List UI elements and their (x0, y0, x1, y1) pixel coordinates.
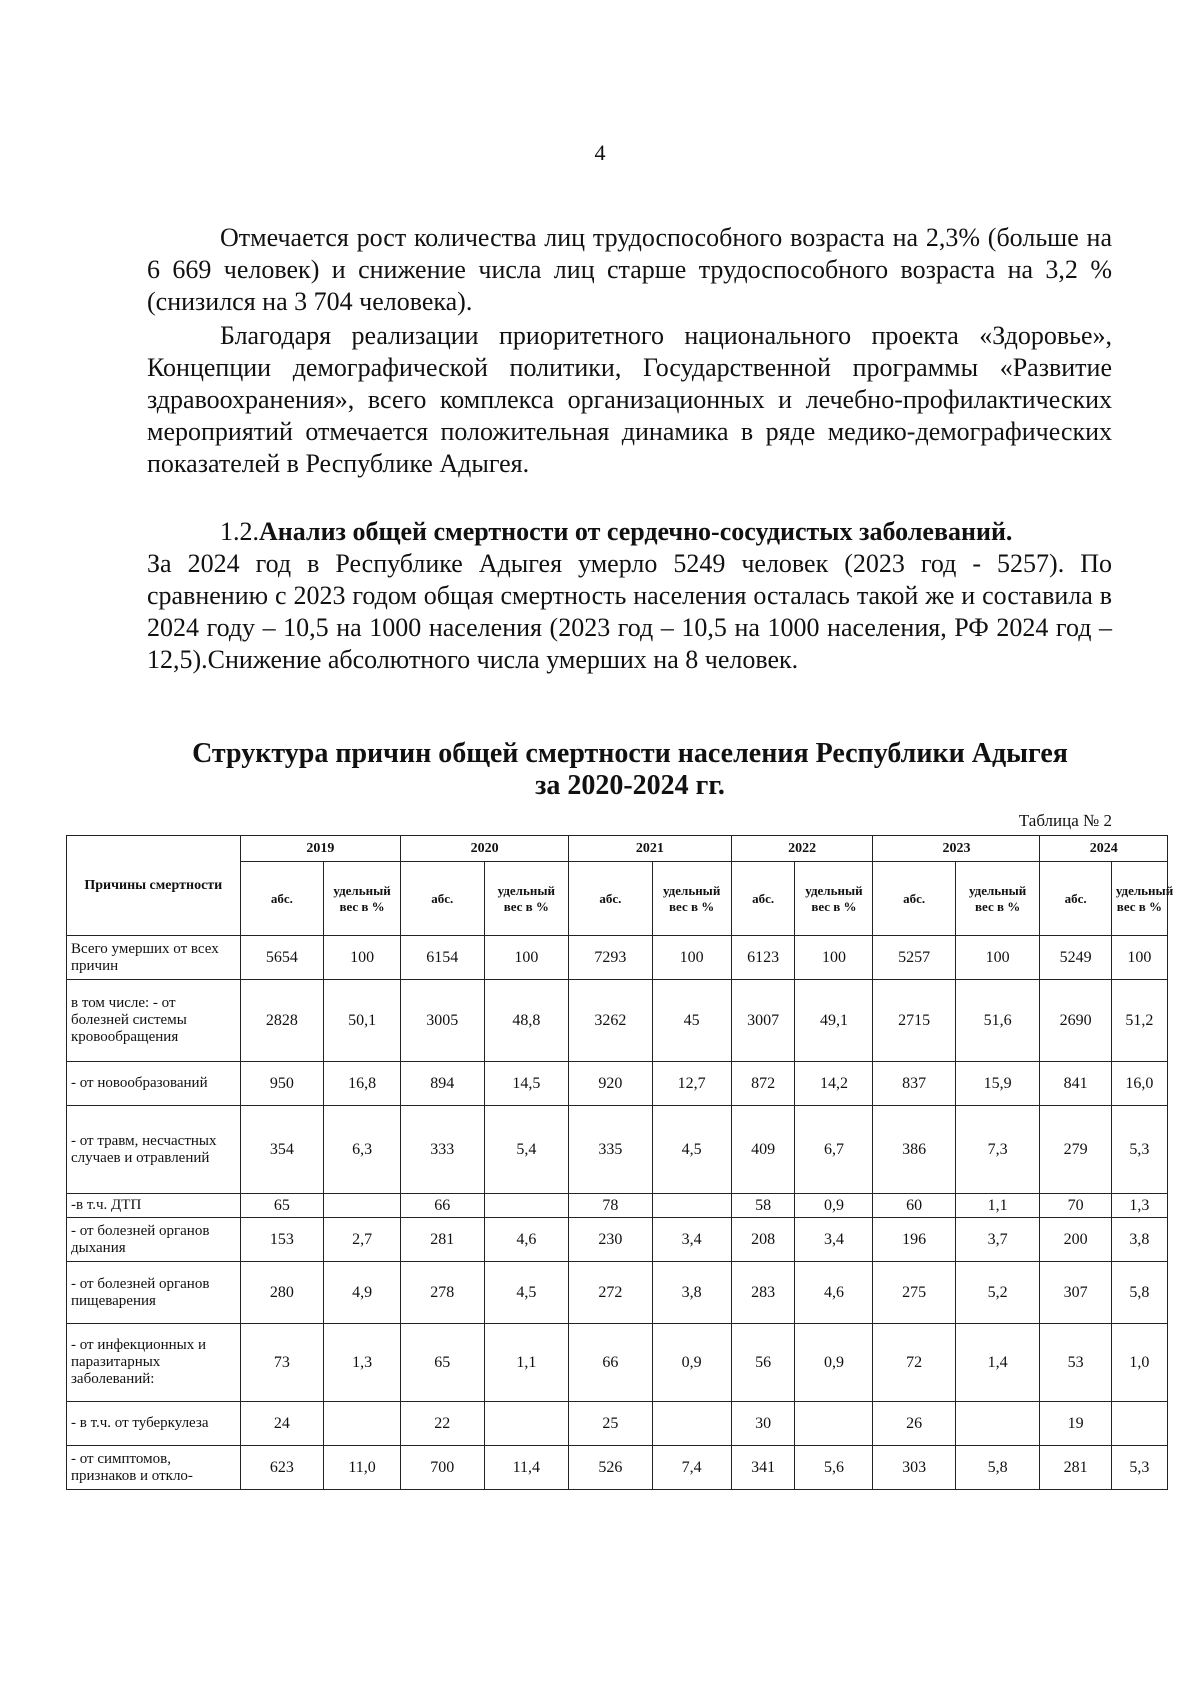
abs-value-cell: 200 (1040, 1218, 1111, 1262)
share-value-cell: 3,7 (955, 1218, 1040, 1262)
abs-value-cell: 279 (1040, 1106, 1111, 1194)
cause-cell: - в т.ч. от туберкулеза (67, 1402, 241, 1446)
share-value-cell: 100 (1111, 936, 1167, 980)
abs-value-cell: 65 (401, 1324, 485, 1402)
share-value-cell: 100 (324, 936, 401, 980)
page-number: 4 (594, 140, 606, 165)
table-row (67, 1324, 1168, 1402)
share-value-cell (1111, 1402, 1167, 1446)
abs-value-cell: 60 (873, 1194, 955, 1218)
share-value-cell (795, 1402, 873, 1446)
share-value-cell: 1,1 (955, 1194, 1040, 1218)
table-title: Структура причин общей смертности населения Республики Адыгея за 2020-2024 гг. (192, 738, 1068, 801)
share-value-cell (484, 1194, 569, 1218)
table-year-header-row (67, 836, 1168, 862)
section-number: 1.2. (220, 517, 259, 546)
table-row (67, 1262, 1168, 1324)
abs-value-cell: 58 (731, 1194, 795, 1218)
share-value-cell: 6,7 (795, 1106, 873, 1194)
share-value-cell: 5,8 (1111, 1262, 1167, 1324)
share-value-cell: 1,1 (484, 1324, 569, 1402)
share-value-cell: 7,3 (955, 1106, 1040, 1194)
share-value-cell: 3,4 (795, 1218, 873, 1262)
share-value-cell: 100 (955, 936, 1040, 980)
table-caption: Таблица № 2 (1018, 811, 1112, 830)
abs-value-cell: 25 (569, 1402, 653, 1446)
abs-value-cell: 894 (401, 1062, 485, 1106)
abs-value-cell: 7293 (569, 936, 653, 980)
share-value-cell: 14,2 (795, 1062, 873, 1106)
share-value-cell (652, 1194, 731, 1218)
abs-value-cell: 78 (569, 1194, 653, 1218)
table-row (67, 1218, 1168, 1262)
table-row (67, 1446, 1168, 1490)
share-value-cell: 5,3 (1111, 1106, 1167, 1194)
share-column-header: удельный вес в % (1111, 862, 1167, 936)
share-value-cell: 100 (484, 936, 569, 980)
abs-value-cell: 2690 (1040, 980, 1111, 1062)
abs-value-cell: 70 (1040, 1194, 1111, 1218)
abs-value-cell: 65 (240, 1194, 324, 1218)
share-value-cell (324, 1194, 401, 1218)
share-value-cell: 7,4 (652, 1446, 731, 1490)
abs-value-cell: 872 (731, 1062, 795, 1106)
share-value-cell (652, 1402, 731, 1446)
abs-value-cell: 303 (873, 1446, 955, 1490)
abs-column-header: абс. (873, 862, 955, 936)
abs-value-cell: 66 (569, 1324, 653, 1402)
abs-value-cell: 275 (873, 1262, 955, 1324)
share-value-cell: 16,0 (1111, 1062, 1167, 1106)
abs-value-cell: 30 (731, 1402, 795, 1446)
share-value-cell: 1,3 (1111, 1194, 1167, 1218)
share-value-cell: 16,8 (324, 1062, 401, 1106)
share-column-header: удельный вес в % (484, 862, 569, 936)
share-value-cell: 5,2 (955, 1262, 1040, 1324)
abs-value-cell: 22 (401, 1402, 485, 1446)
abs-value-cell: 307 (1040, 1262, 1111, 1324)
share-value-cell: 100 (795, 936, 873, 980)
abs-value-cell: 53 (1040, 1324, 1111, 1402)
abs-value-cell: 5249 (1040, 936, 1111, 980)
paragraph-mortality: За 2024 год в Республике Адыгея умерло 5249 человек (2023 год - 5257). По сравнению с 2023 годом общая смертность населения осталась такой же и составила в 2024 году – 10,5 на 1000 населения (2023 год – 10,5 на 1000 населения, РФ 2024 год – 12,5).Снижение абсолютного числа умерших на 8 человек. (147, 549, 1112, 674)
share-value-cell: 0,9 (795, 1194, 873, 1218)
year-header: 2021 (569, 836, 732, 862)
abs-column-header: абс. (1040, 862, 1111, 936)
abs-value-cell: 26 (873, 1402, 955, 1446)
abs-value-cell: 230 (569, 1218, 653, 1262)
abs-value-cell: 333 (401, 1106, 485, 1194)
share-value-cell: 51,2 (1111, 980, 1167, 1062)
abs-value-cell: 700 (401, 1446, 485, 1490)
abs-value-cell: 56 (731, 1324, 795, 1402)
cause-cell: - от новообразований (67, 1062, 241, 1106)
abs-value-cell: 196 (873, 1218, 955, 1262)
year-header: 2024 (1040, 836, 1168, 862)
abs-value-cell: 153 (240, 1218, 324, 1262)
paragraph-health-project: Благодаря реализации приоритетного национального проекта «Здоровье», Концепции демографической политики, Государственной программы «Развитие здравоохранения», всего комплекса организационных и лечебно-профилактических мероприятий отмечается положительная динамика в ряде медико-демографических показателей в Республике Адыгея. (147, 321, 1112, 478)
share-value-cell: 0,9 (652, 1324, 731, 1402)
share-value-cell: 11,4 (484, 1446, 569, 1490)
abs-value-cell: 2715 (873, 980, 955, 1062)
share-value-cell: 100 (652, 936, 731, 980)
year-header: 2022 (731, 836, 873, 862)
share-value-cell (955, 1402, 1040, 1446)
share-value-cell: 6,3 (324, 1106, 401, 1194)
share-value-cell: 4,6 (484, 1218, 569, 1262)
abs-value-cell: 409 (731, 1106, 795, 1194)
cause-cell: - от инфекционных и паразитарных заболеваний: (67, 1324, 241, 1402)
abs-value-cell: 526 (569, 1446, 653, 1490)
share-value-cell: 4,6 (795, 1262, 873, 1324)
cause-cell: в том числе: - от болезней системы кровообращения (67, 980, 241, 1062)
cause-column-header: Причины смертности (67, 836, 241, 936)
share-value-cell: 0,9 (795, 1324, 873, 1402)
year-header: 2020 (401, 836, 569, 862)
year-header: 2023 (873, 836, 1040, 862)
share-value-cell: 5,8 (955, 1446, 1040, 1490)
abs-value-cell: 278 (401, 1262, 485, 1324)
cause-cell: Всего умерших от всех причин (67, 936, 241, 980)
abs-value-cell: 341 (731, 1446, 795, 1490)
abs-value-cell: 283 (731, 1262, 795, 1324)
share-value-cell: 4,5 (652, 1106, 731, 1194)
section-title: Анализ общей смертности от сердечно-сосудистых заболеваний. (259, 517, 1013, 546)
table-row (67, 1402, 1168, 1446)
table-row (67, 1106, 1168, 1194)
share-value-cell: 1,3 (324, 1324, 401, 1402)
share-value-cell (324, 1402, 401, 1446)
share-value-cell: 4,9 (324, 1262, 401, 1324)
table-row (67, 936, 1168, 980)
abs-value-cell: 841 (1040, 1062, 1111, 1106)
section-heading (220, 517, 1012, 546)
abs-value-cell: 5257 (873, 936, 955, 980)
share-column-header: удельный вес в % (795, 862, 873, 936)
abs-value-cell: 950 (240, 1062, 324, 1106)
abs-value-cell: 281 (401, 1218, 485, 1262)
abs-value-cell: 920 (569, 1062, 653, 1106)
abs-value-cell: 208 (731, 1218, 795, 1262)
abs-value-cell: 335 (569, 1106, 653, 1194)
share-value-cell: 45 (652, 980, 731, 1062)
share-value-cell: 4,5 (484, 1262, 569, 1324)
share-value-cell: 5,6 (795, 1446, 873, 1490)
share-value-cell: 1,0 (1111, 1324, 1167, 1402)
year-header: 2019 (240, 836, 400, 862)
table-row (67, 980, 1168, 1062)
abs-value-cell: 280 (240, 1262, 324, 1324)
abs-value-cell: 6154 (401, 936, 485, 980)
abs-value-cell: 19 (1040, 1402, 1111, 1446)
abs-column-header: абс. (401, 862, 485, 936)
share-column-header: удельный вес в % (955, 862, 1040, 936)
share-value-cell: 3,4 (652, 1218, 731, 1262)
cause-cell: - от симптомов, признаков и откло- (67, 1446, 241, 1490)
abs-value-cell: 2828 (240, 980, 324, 1062)
abs-value-cell: 3005 (401, 980, 485, 1062)
share-value-cell: 2,7 (324, 1218, 401, 1262)
abs-value-cell: 837 (873, 1062, 955, 1106)
abs-value-cell: 386 (873, 1106, 955, 1194)
share-value-cell: 1,4 (955, 1324, 1040, 1402)
cause-cell: - от болезней органов дыхания (67, 1218, 241, 1262)
share-value-cell (484, 1402, 569, 1446)
share-value-cell: 14,5 (484, 1062, 569, 1106)
share-value-cell: 50,1 (324, 980, 401, 1062)
abs-value-cell: 354 (240, 1106, 324, 1194)
abs-value-cell: 3007 (731, 980, 795, 1062)
share-value-cell: 11,0 (324, 1446, 401, 1490)
paragraph-working-age: Отмечается рост количества лиц трудоспособного возраста на 2,3% (больше на 6 669 человек) и снижение числа лиц старше трудоспособного возраста на 3,2 % (снизился на 3 704 человека). (147, 223, 1112, 316)
abs-value-cell: 66 (401, 1194, 485, 1218)
abs-value-cell: 623 (240, 1446, 324, 1490)
share-value-cell: 15,9 (955, 1062, 1040, 1106)
abs-value-cell: 73 (240, 1324, 324, 1402)
share-value-cell: 49,1 (795, 980, 873, 1062)
share-column-header: удельный вес в % (324, 862, 401, 936)
share-value-cell: 3,8 (652, 1262, 731, 1324)
share-value-cell: 5,4 (484, 1106, 569, 1194)
share-value-cell: 12,7 (652, 1062, 731, 1106)
share-value-cell: 48,8 (484, 980, 569, 1062)
cause-cell: -в т.ч. ДТП (67, 1194, 241, 1218)
abs-value-cell: 281 (1040, 1446, 1111, 1490)
abs-value-cell: 3262 (569, 980, 653, 1062)
share-value-cell: 3,8 (1111, 1218, 1167, 1262)
mortality-table (66, 835, 1174, 1490)
abs-column-header: абс. (240, 862, 324, 936)
table-row (67, 1062, 1168, 1106)
cause-cell: - от травм, несчастных случаев и отравлений (67, 1106, 241, 1194)
abs-value-cell: 24 (240, 1402, 324, 1446)
abs-value-cell: 5654 (240, 936, 324, 980)
abs-value-cell: 272 (569, 1262, 653, 1324)
cause-cell: - от болезней органов пищеварения (67, 1262, 241, 1324)
share-value-cell: 51,6 (955, 980, 1040, 1062)
section-mortality (147, 516, 1112, 676)
share-value-cell: 5,3 (1111, 1446, 1167, 1490)
abs-value-cell: 6123 (731, 936, 795, 980)
abs-column-header: абс. (731, 862, 795, 936)
share-column-header: удельный вес в % (652, 862, 731, 936)
abs-value-cell: 72 (873, 1324, 955, 1402)
table-row (67, 1194, 1168, 1218)
abs-column-header: абс. (569, 862, 653, 936)
